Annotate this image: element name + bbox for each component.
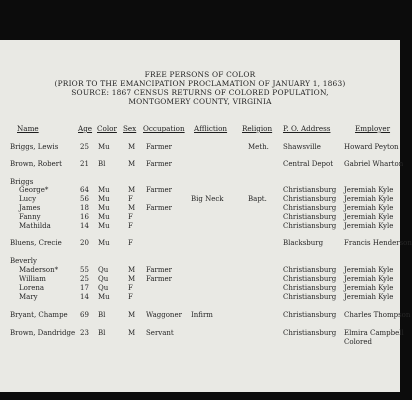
cell-address: Christiansburg	[283, 266, 337, 274]
cell-name: Brown, Dandridge	[10, 329, 76, 337]
cell-address: Christiansburg	[283, 293, 337, 301]
cell-employer: Colored	[344, 338, 372, 346]
cell-name: Bluens, Crecie	[10, 239, 62, 247]
cell-employer: Jeremiah Kyle	[344, 204, 394, 212]
cell-employer: Elmira Campbell	[344, 329, 404, 337]
cell-age: 14	[80, 293, 89, 301]
cell-age: 14	[80, 222, 89, 230]
doc-subtitle: (PRIOR TO THE EMANCIPATION PROCLAMATION OF JANUARY 1, 1863)	[54, 79, 346, 88]
col-header-religion: Religion	[242, 124, 273, 133]
cell-religion: Bapt.	[248, 195, 267, 203]
cell-address: Christiansburg	[283, 213, 337, 221]
cell-address: Christiansburg	[283, 186, 337, 194]
cell-sex: M	[128, 329, 136, 337]
cell-sex: F	[128, 293, 133, 301]
cell-employer: Jeremiah Kyle	[344, 275, 394, 283]
col-header-name: Name	[17, 124, 39, 133]
cell-occupation: Farmer	[146, 204, 173, 212]
cell-employer: Charles Thompson	[344, 311, 411, 319]
cell-sex: F	[128, 222, 133, 230]
cell-color: Bl	[98, 160, 106, 168]
col-header-employer: Employer	[355, 124, 391, 133]
cell-color: Mu	[98, 143, 110, 151]
cell-color: Mu	[98, 195, 110, 203]
cell-age: 21	[80, 160, 89, 168]
cell-name: George*	[19, 186, 49, 194]
document-page	[0, 40, 412, 392]
cell-name: Brown, Robert	[10, 160, 62, 168]
col-header-occupation: Occupation	[143, 124, 185, 133]
cell-age: 69	[80, 311, 89, 319]
cell-sex: M	[128, 266, 136, 274]
cell-color: Mu	[98, 204, 110, 212]
cell-affliction: Infirm	[191, 311, 213, 319]
doc-county: MONTGOMERY COUNTY, VIRGINIA	[128, 97, 272, 106]
cell-address: Christiansburg	[283, 311, 337, 319]
col-header-color: Color	[97, 124, 117, 133]
cell-sex: F	[128, 284, 133, 292]
cell-affliction: Big Neck	[191, 195, 224, 203]
cell-color: Qu	[98, 266, 109, 274]
col-header-age: Age	[78, 124, 93, 133]
cell-color: Mu	[98, 293, 110, 301]
cell-address: Central Depot	[283, 160, 334, 168]
cell-color: Mu	[98, 239, 110, 247]
cell-employer: Francis Henderson	[344, 239, 412, 247]
cell-address: Christiansburg	[283, 195, 337, 203]
cell-sex: M	[128, 160, 136, 168]
cell-employer: Howard Peyton	[344, 143, 399, 151]
cell-address: Blacksburg	[283, 239, 324, 247]
cell-employer: Jeremiah Kyle	[344, 195, 394, 203]
col-header-sex: Sex	[123, 124, 137, 133]
cell-employer: Gabriel Wharton	[344, 160, 404, 168]
cell-address: Christiansburg	[283, 329, 337, 337]
cell-color: Qu	[98, 275, 109, 283]
cell-age: 25	[80, 143, 89, 151]
cell-color: Mu	[98, 213, 110, 221]
cell-color: Mu	[98, 222, 110, 230]
cell-name: Beverly	[10, 257, 37, 265]
col-header-affliction: Affliction	[194, 124, 228, 133]
cell-address: Christiansburg	[283, 284, 337, 292]
cell-name: Fanny	[19, 213, 41, 221]
cell-sex: F	[128, 239, 133, 247]
cell-color: Qu	[98, 284, 109, 292]
cell-sex: M	[128, 275, 136, 283]
cell-sex: F	[128, 195, 133, 203]
cell-color: Bl	[98, 311, 106, 319]
cell-age: 18	[80, 204, 89, 212]
cell-name: Mary	[19, 293, 38, 301]
cell-age: 17	[80, 284, 89, 292]
doc-source: SOURCE: 1867 CENSUS RETURNS OF COLORED POPULATION,	[71, 88, 329, 97]
cell-address: Christiansburg	[283, 275, 337, 283]
cell-employer: Jeremiah Kyle	[344, 222, 394, 230]
cell-name: James	[19, 204, 41, 212]
cell-occupation: Farmer	[146, 186, 173, 194]
cell-occupation: Farmer	[146, 143, 173, 151]
col-header-po-address: P. O. Address	[283, 124, 331, 133]
cell-name: Lorena	[19, 284, 45, 292]
cell-age: 16	[80, 213, 89, 221]
cell-occupation: Farmer	[146, 160, 173, 168]
cell-occupation: Servant	[146, 329, 174, 337]
cell-name: Briggs	[10, 178, 34, 186]
cell-name: Mathilda	[19, 222, 51, 230]
cell-name: Maderson*	[19, 266, 59, 274]
cell-sex: M	[128, 186, 136, 194]
cell-occupation: Farmer	[146, 275, 173, 283]
cell-name: Lucy	[19, 195, 37, 203]
cell-address: Christiansburg	[283, 204, 337, 212]
cell-age: 25	[80, 275, 89, 283]
cell-occupation: Farmer	[146, 266, 173, 274]
doc-title: FREE PERSONS OF COLOR	[144, 70, 256, 79]
cell-age: 55	[80, 266, 89, 274]
cell-age: 64	[80, 186, 89, 194]
cell-employer: Jeremiah Kyle	[344, 284, 394, 292]
cell-sex: M	[128, 204, 136, 212]
cell-color: Mu	[98, 186, 110, 194]
cell-age: 20	[80, 239, 89, 247]
cell-address: Shawsville	[283, 143, 321, 151]
cell-sex: M	[128, 311, 136, 319]
cell-religion: Meth.	[248, 143, 269, 151]
cell-age: 56	[80, 195, 89, 203]
cell-name: Briggs, Lewis	[10, 143, 59, 151]
cell-employer: Jeremiah Kyle	[344, 266, 394, 274]
cell-sex: M	[128, 143, 136, 151]
cell-employer: Jeremiah Kyle	[344, 213, 394, 221]
cell-sex: F	[128, 213, 133, 221]
cell-address: Christiansburg	[283, 222, 337, 230]
cell-age: 23	[80, 329, 89, 337]
cell-name: Bryant, Champe	[10, 311, 68, 319]
cell-employer: Jeremiah Kyle	[344, 186, 394, 194]
cell-employer: Jeremiah Kyle	[344, 293, 394, 301]
cell-name: William	[19, 275, 46, 283]
cell-color: Bl	[98, 329, 106, 337]
cell-occupation: Waggoner	[146, 311, 182, 319]
